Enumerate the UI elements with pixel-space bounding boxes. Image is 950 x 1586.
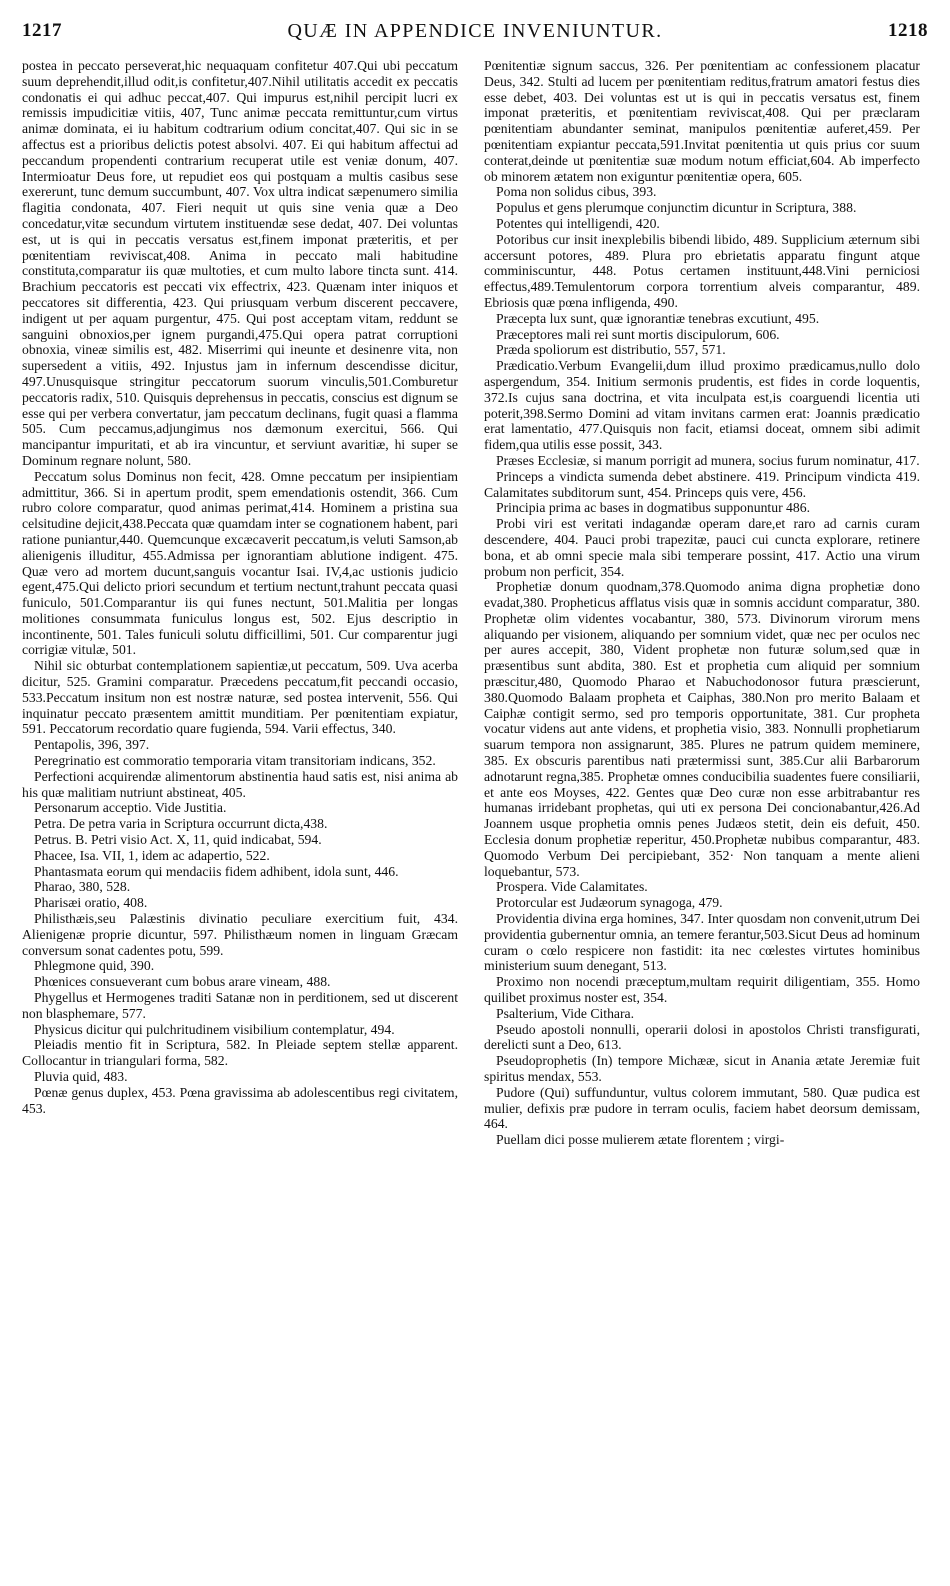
page-title: QUÆ IN APPENDICE INVENIUNTUR.	[287, 20, 663, 42]
index-entry: Phacee, Isa. VII, 1, idem ac adapertio, 522.	[34, 847, 270, 863]
index-entry: Pentapolis, 396, 397.	[34, 737, 150, 753]
index-entry: Philisthæis,seu Palæstinis divinatio peculiare exercitium fuit, 434. Alienigenæ proprie dicuntur, 597. Philisthæum nomen in linguam Græcam conversum sonat cadentes potu, 599.	[22, 911, 458, 958]
index-entry: Pleiadis mentio fit in Scriptura, 582. In Pleiade septem stellæ apparent. Collocantur in triangulari forma, 582.	[22, 1037, 458, 1069]
index-entry: Probi viri est veritati indagandæ operam dare,et raro ad carnis curam descendere, 404. Pauci probi trapezitæ, pauci cui cuncta explorare, retinere bona, et ab omni specie mala sibi temperare possint, 417. Actio una virum probum non perficit, 354.	[484, 516, 920, 579]
index-entry: Phantasmata eorum qui mendaciis fidem adhibent, idola sunt, 446.	[34, 863, 399, 879]
index-entry: Perfectioni acquirendæ alimentorum abstinentia haud satis est, nisi anima ab his quæ malitiam nutriunt abstineat, 405.	[22, 768, 458, 800]
index-entry: Potentes qui intelligendi, 420.	[496, 215, 660, 231]
index-entry: postea in peccato perseverat,hic nequaquam confitetur 407.Qui ubi peccatum suum deprehendit,illud odit,is confitetur,407.Nihil utilitatis accedit ex peccatis condonatis ei qui adhuc peccat,407. Qui impurus est,nihil percipit lucri ex remissis impudicitiæ vitiis, 407, Tunc animæ peccata remittuntur,cum virtus animæ dominata, ei iu habitum codtrarium odium concitat,407. Qui sic in se affectus est a prioribus delictis potest absolvi. 407. Ei qui habitum affectui ad peccandum propendenti contrarium recuperat utile est veniæ donum, 407. Intermioatur Deus fore, ut repudiet eos qui postquam a multis casibus sese exererunt, tunc demum succumbunt, 407. Vox ultra indicat sæpenumero similia flagitia condonata, 407. Fieri nequit ut quis sine venia quæ a Deo concedatur,vitæ secundum virtutem instituendæ sese dedat, 407. Dei voluntas est, ut is qui in peccatis versatus est,finem imponat præteritis, et per pœnitentiam reviviscat,408. Anima in peccato mali habitudine constituta,comparatur iis quæ multoties, et cum multo labore tincta sunt. 414. Brachium peccatoris est peccati vix effectrix, 423. Quænam inter iniquos et peccatores sit differentia, 423. Qui priusquam verbum discerent peccavere, indigent ut per aquam purgentur, 475. Qui post acceptam vitam, reddunt se sanguini obnoxios,per ignem purgandi,475.Qui opera patrat corruptioni obnoxia, vineæ similis est, 482. Miserrimi qui ineunte et desinenre vita, non supersedent a vitiis, 492. Injustus jam in infernum descendisse dicitur, 497.Unusquisque stringitur peccatorum suorum vinculis,501.Comburetur peccatoris radix, 510. Quisquis deprehensus in peccatis, conscius est dignum se esse qui per verbera convertatur, jam peccatum declinans, fugit quasi a flamma 505. Cum peccamus,adjungimus nos dæmonum exercitui, 566. Qui mancipantur impuritati, et ab ira vincuntur, et serviunt avaritiæ, hi super se Dominum regnare nolunt, 580.	[22, 58, 458, 468]
index-entry: Pœnæ genus duplex, 453. Pœna gravissima ab adolescentibus regi civitatem, 453.	[22, 1084, 458, 1116]
index-entry: Providentia divina erga homines, 347. Inter quosdam non convenit,utrum Dei providentia gubernentur omnia, an temere ferantur,503.Sicut Deus ad hominum curam o cœlo respicere non fastidit: ita nec cœlestes virtutes hominibus ministerium suum denegant, 513.	[484, 911, 920, 974]
right-column-number: 1218	[888, 20, 928, 41]
index-entry: Puellam dici posse mulierem ætate florentem ; virgi-	[496, 1132, 785, 1148]
index-entry: Personarum acceptio. Vide Justitia.	[34, 800, 227, 816]
index-entry: Pseudoprophetis (In) tempore Michææ, sicut in Anania ætate Jeremiæ fuit spiritus mendax, 553.	[484, 1053, 920, 1084]
index-entry: Phygellus et Hermogenes traditi Satanæ non in perditionem, sed ut discerent non blasphemare, 577.	[22, 990, 458, 1021]
index-entry: Petrus. B. Petri visio Act. X, 11, quid indicabat, 594.	[34, 832, 322, 848]
index-entry: Pluvia quid, 483.	[34, 1069, 128, 1084]
index-entry: Pharisæi oratio, 408.	[34, 895, 148, 911]
index-entry: Populus et gens plerumque conjunctim dicuntur in Scriptura, 388.	[496, 200, 857, 216]
right-text-column	[484, 58, 920, 1148]
left-text-column	[22, 58, 458, 1116]
index-entry: Prophetiæ donum quodnam,378.Quomodo anima digna prophetiæ dono evadat,380. Propheticus afflatus visis quæ in somnis accidunt comparatur, 380. Prophetæ olim videntes vocabantur, 380, 573. Divinorum virorum mens aliquando per visionem, aliquando per somnium videt, quæ nec per oculos nec per aures accepit, 380, Vident prophetæ non futuræ solum,sed quæ in præsentibus sunt abdita, 380. Est et prophetia cum aliquid per somnium præscitur,480, Quomodo Pharao et Nabuchodonosor futura præscierunt, 380.Quomodo Balaam propheta et Caiphas, 380.Non pro merito Balaam et Caiphæ contigit sermo, sed pro temporis opportunitate, 381. Cur propheta vocatur videns aut ante videns, et prophetia visio, 383. Nonnulli prophetiarum suarum tempora non assignarunt, 385. Plures ne patrum quidem meminere, 385. Ex obscuris parentibus nati prætermissi sunt, 385.Cur alii Barbarorum adnotarunt regna,385. Prophetæ omnes conducibilia suadentes fuere consiliarii, et ante eos Moyses, 422. Gentes quæ Deo curæ non esse arbitrabantur res humanas irridebant prophetas, qui uti ex persona Dei concionabantur,426.Ad Joannem usque prophetia omnis penes Judæos stetit, dein eis defuit, 450. Ecclesia donum prophetiæ reperitur, 450.Prophetæ nubibus comparantur, 483. Quomodo Verbum Dei percipiebant, 352· Non tanquam a mente alieni loquebantur, 573.	[484, 579, 920, 879]
index-entry: Psalterium, Vide Cithara.	[496, 1005, 635, 1021]
index-entry: Poma non solidus cibus, 393.	[496, 184, 657, 200]
left-column-number: 1217	[22, 20, 62, 41]
index-entry: Prospera. Vide Calamitates.	[496, 879, 648, 895]
index-entry: Pudore (Qui) suffunduntur, vultus colorem immutant, 580. Quæ pudica est mulier, defixis præ pudore in terram oculis, faciem habet deorsum demissam, 464.	[484, 1084, 920, 1132]
index-entry: Nihil sic obturbat contemplationem sapientiæ,ut peccatum, 509. Uva acerba dicitur, 525. Gramini comparatur. Præcedens peccatum,fit peccandi occasio, 533.Peccatum insitum non est nostræ naturæ, sed postea intervenit, 556. Qui inquinatur peccato præsentem amittit munditiam. Per pœnitentiam expiatur, 591. Peccatorum recordatio quare fugienda, 594. Varii effectus, 340.	[22, 658, 458, 737]
index-entry: Princeps a vindicta sumenda debet abstinere. 419. Principum vindicta 419. Calamitates subditorum sunt, 454. Princeps quis vere, 456.	[484, 468, 920, 500]
index-entry: Physicus dicitur qui pulchritudinem visibilium contemplatur, 494.	[34, 1021, 395, 1037]
index-entry: Peregrinatio est commoratio temporaria vitam transitoriam indicans, 352.	[34, 753, 436, 769]
index-entry: Phlegmone quid, 390.	[34, 958, 155, 974]
index-entry: Pharao, 380, 528.	[34, 879, 131, 895]
index-entry: Pœnitentiæ signum saccus, 326. Per pœnitentiam ac confessionem placatur Deus, 342. Stulti ad lucem per pœnitentiam reditus,fratrum amatori festus dies esse debet, 403. Dei voluntas est ut is qui in peccatis versatus est, finem imponat præteritis, et pœnitentiam reviviscat,408. Qui per præclaram pœnitentiam abundanter seminat, manipulos pœnitentiæ auferet,459. Per pœnitentiam expiantur peccata,591.Invitat pœnitentia ut quis prius cor suum conterat,deinde ut pœnitentiæ suæ modum notum efficiat,604. Ab imperfecto ob minorem ætatem non exiguntur pœnitentiæ opera, 605.	[484, 58, 920, 184]
index-entry: Præceptores mali rei sunt mortis discipulorum, 606.	[496, 326, 780, 342]
index-entry: Pseudo apostoli nonnulli, operarii dolosi in apostolos Christi transfigurati, derelicti sunt a Deo, 613.	[484, 1021, 920, 1053]
index-entry: Præses Ecclesiæ, si manum porrigit ad munera, socius furum nominatur, 417.	[496, 452, 920, 468]
index-entry: Peccatum solus Dominus non fecit, 428. Omne peccatum per insipientiam admittitur, 366. Si in apertum prodit, spem emendationis ostendit, 366. Cum rubro colore comparatur, quod animas perimat,414. Hominem a pristina sua celsitudine dejicit,438.Peccata quæ quamdam inter se cognationem habent, pari ratione puniantur,440. Quemcunque excæcaverit peccatum,is veluti Samson,ab alienigenis illuditur, 455.Admissa per ignorantiam ablutione indigent. 475. Quæ vero ad mortem ducunt,sanguis vocantur Isai. IV,4,ac ustionis judicio egent,475.Qui delicto priori secundum et tertium nectunt,trahunt peccata quasi funiculo, 501.Comparantur iis qui funes nectunt, 501.Malitia per longas molitiones consummata funiculus longus est, 502. Ejus descriptio in incontinente, 501. Tales funiculi solutu difficillimi, 501. Cur comparentur jugi corrigiæ vitulæ, 501.	[22, 468, 458, 658]
index-entry: Proximo non nocendi præceptum,multam requirit diligentiam, 355. Homo quilibet proximus noster est, 354.	[484, 974, 920, 1006]
index-entry: Potoribus cur insit inexplebilis bibendi libido, 489. Supplicium æternum sibi accersunt potores, 489. Plura pro ebrietatis apparatu fingunt atque comminiscuntur, 448. Potus certamen instituunt,448.Vini perniciosi effectus,489.Temulentorum corpora torrentium alveis comparantur, 489. Ebriosis quæ pœna infligenda, 490.	[484, 231, 920, 310]
index-entry: Præcepta lux sunt, quæ ignorantiæ tenebras excutiunt, 495.	[496, 310, 820, 326]
index-entry: Protorcular est Judæorum synagoga, 479.	[496, 895, 723, 911]
page-header	[22, 20, 928, 50]
index-entry: Phœnices consueverant cum bobus arare vineam, 488.	[34, 974, 331, 990]
index-entry: Principia prima ac bases in dogmatibus supponuntur 486.	[496, 500, 811, 516]
index-entry: Petra. De petra varia in Scriptura occurrunt dicta,438.	[34, 816, 328, 832]
index-entry: Prædicatio.Verbum Evangelii,dum illud proximo prædicamus,nullo dolo aspergendum, 354. Initium sermonis prudentis, est fides in corde loquentis, 372.Is cujus sana doctrina, et vita inculpata est,is coarguendi licentia uti poterit,398.Sermo Domini ad vitam invitans carmen erat: Joannis prædicatio erat lamentatio, 477.Quisquis non facit, etiamsi doceat, omnem sibi adimit fidem,qua utilis esse possit, 343.	[484, 358, 920, 453]
index-entry: Præda spoliorum est distributio, 557, 571.	[496, 342, 726, 358]
